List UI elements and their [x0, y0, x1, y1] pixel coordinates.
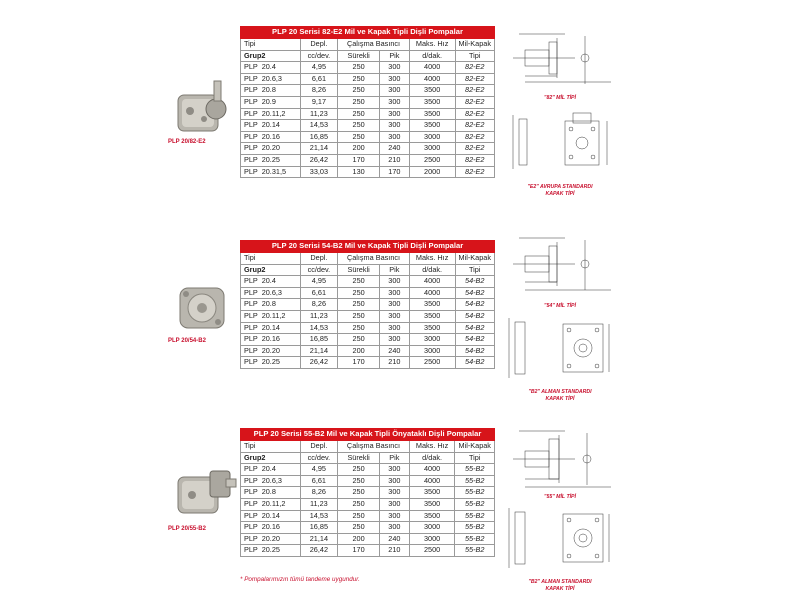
- row-hiz: 4000: [409, 475, 455, 487]
- header-depl: Depl.: [300, 441, 338, 453]
- row-pik: 300: [379, 498, 409, 510]
- row-milkapak: 54-B2: [455, 276, 494, 288]
- subheader-hiz: d/dak.: [409, 452, 455, 464]
- row-milkapak: 54-B2: [455, 310, 494, 322]
- row-surekli: 250: [338, 475, 380, 487]
- spec-table: [240, 428, 495, 557]
- row-milkapak: 54-B2: [455, 345, 494, 357]
- row-milkapak: 82-E2: [455, 108, 494, 120]
- row-surekli: 250: [338, 334, 380, 346]
- table-row: [241, 533, 495, 545]
- row-depl: 21,14: [300, 533, 338, 545]
- row-milkapak: 54-B2: [455, 322, 494, 334]
- row-surekli: 130: [338, 166, 380, 178]
- table-row: [241, 345, 495, 357]
- subheader-tipi: Tipi: [455, 264, 494, 276]
- row-surekli: 250: [338, 108, 380, 120]
- subheader-tipi: Tipi: [455, 452, 495, 464]
- row-depl: 14,53: [300, 120, 338, 132]
- table-row: [241, 143, 495, 155]
- row-pik: 300: [379, 310, 409, 322]
- gear-pump-photo: [170, 455, 240, 525]
- subheader-depl: cc/dev.: [300, 50, 338, 62]
- row-pik: 300: [380, 96, 410, 108]
- subheader-hiz: d/dak.: [409, 50, 455, 62]
- row-tip: PLP 20.6,3: [241, 475, 301, 487]
- row-tip: PLP 20.16: [241, 522, 301, 534]
- row-hiz: 3500: [409, 299, 455, 311]
- header-maks: Maks. Hız: [409, 39, 455, 51]
- row-hiz: 2500: [409, 545, 455, 557]
- row-hiz: 3500: [409, 487, 455, 499]
- subheader-tipi: Tipi: [455, 50, 494, 62]
- table-row: [241, 498, 495, 510]
- row-pik: 170: [380, 166, 410, 178]
- table-row: [241, 96, 495, 108]
- row-surekli: 170: [338, 545, 380, 557]
- row-milkapak: 82-E2: [455, 62, 494, 74]
- row-tip: PLP 20.8: [241, 85, 301, 97]
- row-depl: 4,95: [300, 464, 338, 476]
- row-tip: PLP 20.4: [241, 464, 301, 476]
- row-tip: PLP 20.20: [241, 143, 301, 155]
- row-hiz: 4000: [409, 276, 455, 288]
- row-depl: 8,26: [300, 487, 338, 499]
- row-surekli: 250: [338, 73, 380, 85]
- row-hiz: 3000: [409, 533, 455, 545]
- subheader-pik: Pik: [379, 264, 409, 276]
- header-maks: Maks. Hız: [409, 441, 455, 453]
- cover-drawing: [505, 500, 615, 576]
- row-milkapak: 55-B2: [455, 510, 495, 522]
- row-pik: 300: [379, 334, 409, 346]
- row-surekli: 250: [338, 62, 380, 74]
- row-tip: PLP 20.9: [241, 96, 301, 108]
- row-pik: 300: [379, 510, 409, 522]
- subheader-pik: Pik: [379, 452, 409, 464]
- row-pik: 300: [380, 108, 410, 120]
- row-depl: 4,95: [300, 276, 338, 288]
- row-pik: 300: [380, 120, 410, 132]
- row-hiz: 3500: [409, 510, 455, 522]
- table-row: [241, 287, 495, 299]
- spec-table: [240, 26, 495, 178]
- row-hiz: 4000: [409, 287, 455, 299]
- row-depl: 11,23: [300, 310, 338, 322]
- subheader-depl: cc/dev.: [300, 452, 338, 464]
- subheader-pik: Pik: [380, 50, 410, 62]
- row-surekli: 250: [338, 522, 380, 534]
- row-hiz: 2000: [409, 166, 455, 178]
- row-depl: 11,23: [300, 498, 338, 510]
- row-tip: PLP 20.11,2: [241, 108, 301, 120]
- pump-label: PLP 20/82-E2: [168, 139, 206, 145]
- header-tip: Tipi: [241, 39, 301, 51]
- row-pik: 300: [379, 322, 409, 334]
- header-tip: Tipi: [241, 441, 301, 453]
- table-row: [241, 545, 495, 557]
- row-hiz: 3500: [409, 85, 455, 97]
- row-milkapak: 82-E2: [455, 73, 494, 85]
- gear-pump-photo: [170, 272, 240, 342]
- table-row: [241, 464, 495, 476]
- row-pik: 300: [380, 131, 410, 143]
- row-surekli: 250: [338, 299, 380, 311]
- row-surekli: 250: [338, 85, 380, 97]
- row-tip: PLP 20.6,3: [241, 73, 301, 85]
- row-tip: PLP 20.14: [241, 120, 301, 132]
- row-milkapak: 55-B2: [455, 498, 495, 510]
- subheader-surekli: Sürekli: [338, 264, 380, 276]
- shaft-caption: "55" MİL TİPİ: [544, 494, 576, 500]
- row-hiz: 4000: [409, 73, 455, 85]
- row-hiz: 3000: [409, 334, 455, 346]
- gear-pump-photo: [170, 75, 240, 145]
- table-row: [241, 108, 495, 120]
- table-row: [241, 154, 495, 166]
- row-pik: 300: [379, 475, 409, 487]
- row-pik: 300: [379, 487, 409, 499]
- row-pik: 210: [380, 154, 410, 166]
- row-milkapak: 82-E2: [455, 120, 494, 132]
- cover-caption-2: KAPAK TİPİ: [545, 586, 575, 592]
- header-calisma: Çalışma Basıncı: [338, 253, 410, 265]
- row-milkapak: 82-E2: [455, 131, 494, 143]
- row-hiz: 3000: [409, 345, 455, 357]
- cover-drawing: [505, 105, 615, 180]
- row-tip: PLP 20.31,5: [241, 166, 301, 178]
- subheader-hiz: d/dak.: [409, 264, 455, 276]
- table-row: [241, 131, 495, 143]
- row-surekli: 250: [338, 464, 380, 476]
- table-row: [241, 62, 495, 74]
- row-depl: 16,85: [300, 522, 338, 534]
- row-depl: 6,61: [300, 287, 338, 299]
- row-tip: PLP 20.16: [241, 334, 301, 346]
- row-surekli: 170: [338, 154, 380, 166]
- cover-caption-2: KAPAK TİPİ: [545, 191, 575, 197]
- row-depl: 16,85: [300, 131, 338, 143]
- table-row: [241, 73, 495, 85]
- header-milkapak: Mil-Kapak: [455, 441, 495, 453]
- row-tip: PLP 20.14: [241, 510, 301, 522]
- row-tip: PLP 20.25: [241, 154, 301, 166]
- row-tip: PLP 20.25: [241, 545, 301, 557]
- row-surekli: 250: [338, 120, 380, 132]
- row-hiz: 3500: [409, 322, 455, 334]
- row-milkapak: 54-B2: [455, 334, 494, 346]
- cover-caption-1: "B2" ALMAN STANDARDI: [528, 389, 592, 395]
- row-hiz: 3500: [409, 96, 455, 108]
- table-row: [241, 357, 495, 369]
- row-pik: 300: [380, 85, 410, 97]
- row-pik: 300: [379, 299, 409, 311]
- row-milkapak: 82-E2: [455, 166, 494, 178]
- subheader-surekli: Sürekli: [338, 50, 380, 62]
- row-milkapak: 82-E2: [455, 85, 494, 97]
- row-milkapak: 55-B2: [455, 533, 495, 545]
- row-pik: 300: [379, 464, 409, 476]
- shaft-drawing: [505, 28, 615, 93]
- row-pik: 300: [380, 73, 410, 85]
- header-calisma: Çalışma Basıncı: [338, 441, 410, 453]
- table-title: PLP 20 Serisi 55-B2 Mil ve Kapak Tipli Önyataklı Dişli Pompalar: [241, 429, 495, 441]
- header-depl: Depl.: [300, 39, 338, 51]
- header-milkapak: Mil-Kapak: [455, 253, 494, 265]
- table-row: [241, 299, 495, 311]
- cover-caption-1: "E2" AVRUPA STANDARDI: [527, 184, 593, 190]
- row-tip: PLP 20.8: [241, 299, 301, 311]
- row-milkapak: 55-B2: [455, 475, 495, 487]
- row-pik: 240: [380, 143, 410, 155]
- row-tip: PLP 20.8: [241, 487, 301, 499]
- table-row: [241, 310, 495, 322]
- row-pik: 300: [379, 287, 409, 299]
- row-depl: 26,42: [300, 357, 338, 369]
- row-hiz: 2500: [409, 154, 455, 166]
- table-row: [241, 85, 495, 97]
- row-hiz: 3500: [409, 498, 455, 510]
- row-pik: 300: [380, 62, 410, 74]
- row-milkapak: 55-B2: [455, 545, 495, 557]
- footnote: * Pompalarımızın tümü tandeme uygundur.: [240, 576, 360, 583]
- table-row: [241, 120, 495, 132]
- row-surekli: 250: [338, 487, 380, 499]
- row-tip: PLP 20.20: [241, 345, 301, 357]
- row-hiz: 3000: [409, 522, 455, 534]
- row-tip: PLP 20.25: [241, 357, 301, 369]
- table-row: [241, 522, 495, 534]
- row-tip: PLP 20.6,3: [241, 287, 301, 299]
- spec-table: [240, 240, 495, 369]
- row-tip: PLP 20.20: [241, 533, 301, 545]
- row-depl: 4,95: [300, 62, 338, 74]
- row-hiz: 3500: [409, 120, 455, 132]
- header-calisma: Çalışma Basıncı: [338, 39, 410, 51]
- row-depl: 9,17: [300, 96, 338, 108]
- row-tip: PLP 20.16: [241, 131, 301, 143]
- pump-label: PLP 20/54-B2: [168, 338, 206, 344]
- subheader-grup: Grup2: [241, 264, 301, 276]
- cover-caption-2: KAPAK TİPİ: [545, 396, 575, 402]
- row-milkapak: 54-B2: [455, 299, 494, 311]
- row-pik: 240: [379, 533, 409, 545]
- row-depl: 6,61: [300, 73, 338, 85]
- row-depl: 21,14: [300, 143, 338, 155]
- row-depl: 6,61: [300, 475, 338, 487]
- row-surekli: 250: [338, 276, 380, 288]
- header-maks: Maks. Hız: [409, 253, 455, 265]
- row-surekli: 250: [338, 287, 380, 299]
- row-hiz: 4000: [409, 464, 455, 476]
- row-milkapak: 82-E2: [455, 96, 494, 108]
- row-hiz: 2500: [409, 357, 455, 369]
- table-row: [241, 487, 495, 499]
- subheader-surekli: Sürekli: [338, 452, 380, 464]
- row-hiz: 3500: [409, 310, 455, 322]
- row-surekli: 250: [338, 510, 380, 522]
- row-surekli: 250: [338, 498, 380, 510]
- row-surekli: 250: [338, 310, 380, 322]
- row-hiz: 3000: [409, 131, 455, 143]
- row-surekli: 250: [338, 131, 380, 143]
- row-surekli: 200: [338, 345, 380, 357]
- table-row: [241, 475, 495, 487]
- row-depl: 8,26: [300, 85, 338, 97]
- row-milkapak: 54-B2: [455, 287, 494, 299]
- row-milkapak: 54-B2: [455, 357, 494, 369]
- row-pik: 300: [379, 522, 409, 534]
- header-depl: Depl.: [300, 253, 338, 265]
- row-pik: 210: [379, 545, 409, 557]
- row-hiz: 3500: [409, 108, 455, 120]
- row-depl: 21,14: [300, 345, 338, 357]
- pump-label: PLP 20/55-B2: [168, 526, 206, 532]
- row-surekli: 250: [338, 322, 380, 334]
- row-surekli: 250: [338, 96, 380, 108]
- table-row: [241, 334, 495, 346]
- row-milkapak: 82-E2: [455, 154, 494, 166]
- row-tip: PLP 20.4: [241, 62, 301, 74]
- shaft-caption: "54" MİL TİPİ: [544, 303, 576, 309]
- row-tip: PLP 20.11,2: [241, 310, 301, 322]
- row-surekli: 200: [338, 143, 380, 155]
- row-tip: PLP 20.4: [241, 276, 301, 288]
- header-milkapak: Mil-Kapak: [455, 39, 494, 51]
- row-milkapak: 82-E2: [455, 143, 494, 155]
- row-hiz: 3000: [409, 143, 455, 155]
- row-depl: 33,03: [300, 166, 338, 178]
- row-pik: 300: [379, 276, 409, 288]
- row-surekli: 200: [338, 533, 380, 545]
- row-tip: PLP 20.11,2: [241, 498, 301, 510]
- table-title: PLP 20 Serisi 54-B2 Mil ve Kapak Tipli Dişli Pompalar: [241, 241, 495, 253]
- cover-caption-1: "B2" ALMAN STANDARDI: [528, 579, 592, 585]
- row-milkapak: 55-B2: [455, 522, 495, 534]
- subheader-grup: Grup2: [241, 452, 301, 464]
- row-milkapak: 55-B2: [455, 487, 495, 499]
- row-milkapak: 55-B2: [455, 464, 495, 476]
- row-hiz: 4000: [409, 62, 455, 74]
- table-row: [241, 510, 495, 522]
- shaft-drawing: [505, 232, 615, 300]
- table-row: [241, 166, 495, 178]
- table-row: [241, 322, 495, 334]
- table-title: PLP 20 Serisi 82-E2 Mil ve Kapak Tipli Dişli Pompalar: [241, 27, 495, 39]
- subheader-grup: Grup2: [241, 50, 301, 62]
- shaft-caption: "82" MİL TİPİ: [544, 95, 576, 101]
- cover-drawing: [505, 310, 615, 386]
- row-depl: 11,23: [300, 108, 338, 120]
- row-tip: PLP 20.14: [241, 322, 301, 334]
- shaft-drawing: [505, 425, 615, 493]
- row-surekli: 170: [338, 357, 380, 369]
- header-tip: Tipi: [241, 253, 301, 265]
- row-depl: 14,53: [300, 322, 338, 334]
- row-depl: 8,26: [300, 299, 338, 311]
- row-depl: 16,85: [300, 334, 338, 346]
- row-pik: 240: [379, 345, 409, 357]
- row-depl: 26,42: [300, 545, 338, 557]
- row-pik: 210: [379, 357, 409, 369]
- table-row: [241, 276, 495, 288]
- subheader-depl: cc/dev.: [300, 264, 338, 276]
- row-depl: 14,53: [300, 510, 338, 522]
- row-depl: 26,42: [300, 154, 338, 166]
